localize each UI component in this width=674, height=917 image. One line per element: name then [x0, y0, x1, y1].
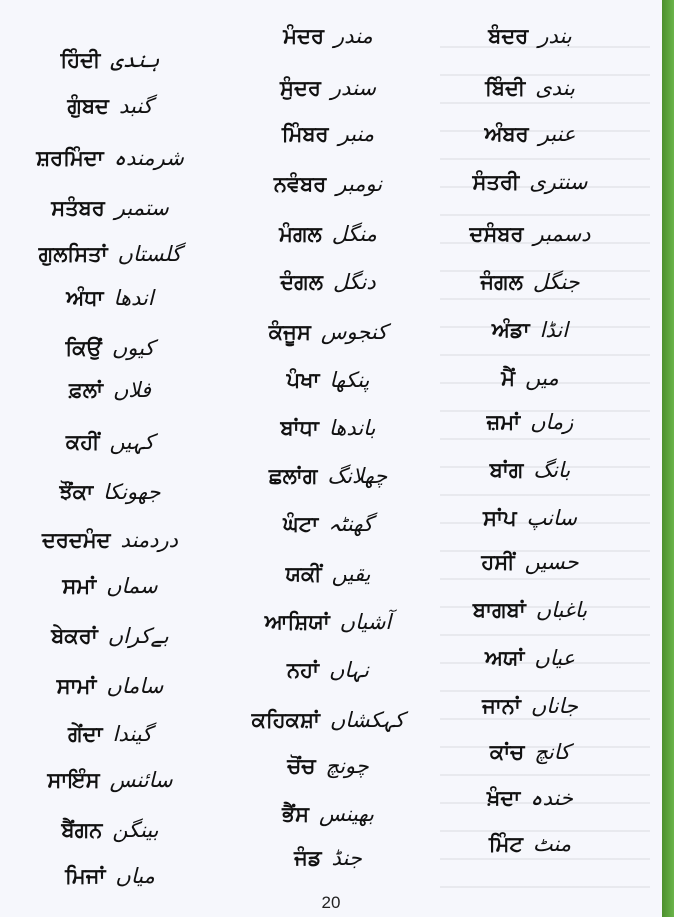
word-pair — [10, 762, 210, 798]
word-pair — [10, 236, 210, 272]
word-pair — [10, 330, 210, 366]
punjabi-word: ਕੰਜੂਸ — [268, 319, 311, 344]
word-pair — [10, 858, 210, 894]
urdu-word: مندر — [334, 24, 373, 48]
word-pair — [228, 116, 428, 152]
urdu-word: سانپ — [526, 506, 577, 530]
urdu-word: گھنٹہ — [328, 512, 373, 536]
urdu-word: جنڈ — [331, 846, 362, 870]
urdu-word: حسیں — [524, 550, 579, 574]
word-pair — [228, 556, 428, 592]
word-pair — [228, 314, 428, 350]
word-pair — [228, 18, 428, 54]
punjabi-word: ਯਕੀਂ — [285, 561, 322, 586]
urdu-word: کہیں — [109, 430, 155, 454]
word-pair — [430, 404, 630, 440]
urdu-word: عیاں — [534, 646, 576, 670]
punjabi-word: ਝੌਂਕਾ — [59, 479, 94, 504]
word-pair — [228, 362, 428, 398]
urdu-word: باندھا — [328, 416, 376, 440]
word-pair — [10, 568, 210, 604]
urdu-word: سائنس — [109, 768, 173, 792]
word-pair — [228, 216, 428, 252]
urdu-word: بینگن — [112, 818, 159, 842]
word-pair — [10, 618, 210, 654]
word-pair — [10, 190, 210, 226]
urdu-word: جھونکا — [103, 480, 161, 504]
word-pair — [430, 164, 630, 200]
punjabi-word: ਖ਼ੰਦਾ — [487, 785, 521, 810]
word-pair — [430, 734, 630, 770]
urdu-word: کہکشاں — [329, 708, 405, 732]
punjabi-word: ਮੰਦਰ — [283, 23, 324, 48]
punjabi-word: ਸ਼ਰਮਿੰਦਾ — [36, 145, 104, 170]
punjabi-word: ਕਹਿਕਸ਼ਾਂ — [251, 707, 320, 732]
word-pair — [228, 458, 428, 494]
urdu-word: آشیاں — [339, 610, 392, 634]
urdu-word: فلاں — [112, 378, 151, 402]
urdu-word: سماں — [106, 574, 158, 598]
word-pair — [228, 652, 428, 688]
urdu-word: جنگل — [532, 270, 580, 294]
word-pair — [10, 812, 210, 848]
punjabi-word: ਘੰਟਾ — [283, 511, 319, 536]
urdu-word: باغباں — [535, 598, 588, 622]
punjabi-word: ਦੰਗਲ — [280, 269, 323, 294]
punjabi-word: ਜੰਗਲ — [480, 269, 523, 294]
word-pair — [430, 452, 630, 488]
punjabi-word: ਚੋਂਚ — [287, 753, 316, 778]
urdu-word: گیندا — [112, 722, 153, 746]
urdu-word: زماں — [530, 410, 574, 434]
word-pair — [10, 474, 210, 510]
punjabi-word: ਬਾਗਬਾਂ — [472, 597, 526, 622]
punjabi-word: ਸੰਤਰੀ — [472, 169, 520, 194]
punjabi-word: ਸਾਇੰਸ — [47, 767, 100, 792]
word-pair — [10, 88, 210, 124]
urdu-word: بھینس — [318, 802, 374, 826]
urdu-word: بانگ — [533, 458, 571, 482]
punjabi-word: ਹਿੰਦੀ — [60, 47, 101, 72]
punjabi-word: ਕਹੀਂ — [65, 429, 100, 454]
punjabi-word: ਗੇਂਦਾ — [67, 721, 103, 746]
punjabi-word: ਸਾਮਾਂ — [56, 673, 97, 698]
punjabi-word: ਅੰਬਰ — [484, 121, 529, 146]
word-pair — [10, 140, 210, 176]
punjabi-word: ਮਿੰਟ — [488, 831, 523, 856]
punjabi-word: ਜ਼ਮਾਂ — [486, 409, 521, 434]
urdu-word: خندہ — [530, 786, 573, 810]
urdu-word: کنجوس — [320, 320, 388, 344]
punjabi-word: ਆਸ਼ਿਯਾਂ — [264, 609, 330, 634]
urdu-word: ہندی — [110, 48, 160, 72]
punjabi-word: ਬਿੰਦੀ — [485, 75, 526, 100]
punjabi-word: ਸੁੰਦਰ — [279, 75, 321, 100]
urdu-word: دنگل — [333, 270, 376, 294]
background-surface — [662, 0, 674, 917]
punjabi-word: ਫ਼ਲਾਂ — [69, 377, 103, 402]
word-pair — [228, 604, 428, 640]
word-pair — [10, 716, 210, 752]
punjabi-word: ਛਲਾਂਗ — [268, 463, 318, 488]
urdu-word: میں — [525, 366, 559, 390]
punjabi-word: ਨਵੰਬਰ — [273, 171, 327, 196]
punjabi-word: ਨਹਾਂ — [287, 657, 319, 682]
urdu-word: بےکراں — [107, 624, 169, 648]
word-pair — [430, 500, 630, 536]
punjabi-word: ਭੈਂਸ — [282, 801, 309, 826]
urdu-word: انڈا — [539, 318, 569, 342]
punjabi-word: ਕਾਂਚ — [489, 739, 525, 764]
word-pair — [430, 264, 630, 300]
word-pair — [228, 410, 428, 446]
urdu-word: بندر — [538, 24, 572, 48]
punjabi-word: ਜਾਨਾਂ — [482, 693, 521, 718]
urdu-word: دردمند — [120, 528, 178, 552]
urdu-word: گنبد — [118, 94, 153, 118]
word-pair — [228, 264, 428, 300]
punjabi-word: ਬਾਂਗ — [489, 457, 524, 482]
urdu-word: میاں — [115, 864, 155, 888]
word-pair — [10, 42, 210, 78]
punjabi-word: ਮੰਗਲ — [279, 221, 322, 246]
urdu-word: منٹ — [532, 832, 572, 856]
word-pair — [10, 372, 210, 408]
page-number: 20 — [321, 893, 341, 912]
urdu-word: ستمبر — [114, 196, 169, 220]
urdu-word: چھلانگ — [327, 464, 388, 488]
word-pair — [10, 424, 210, 460]
word-pair — [10, 668, 210, 704]
punjabi-word: ਗੁੰਬਦ — [67, 93, 109, 118]
punjabi-word: ਬੰਦਰ — [488, 23, 529, 48]
word-pair — [228, 748, 428, 784]
punjabi-word: ਮੈਂ — [501, 365, 516, 390]
word-pair — [430, 312, 630, 348]
punjabi-word: ਪੰਖਾ — [286, 367, 320, 392]
urdu-word: پنکھا — [329, 368, 370, 392]
word-pair — [430, 688, 630, 724]
word-pair — [228, 506, 428, 542]
urdu-word: شرمندہ — [113, 146, 184, 170]
word-pair — [228, 70, 428, 106]
urdu-word: نومبر — [336, 172, 383, 196]
word-pair — [10, 522, 210, 558]
word-pair — [430, 216, 630, 252]
punjabi-word: ਅੰਡਾ — [491, 317, 530, 342]
punjabi-word: ਮਿੰਬਰ — [281, 121, 329, 146]
urdu-word: ساماں — [106, 674, 164, 698]
punjabi-word: ਹਸੀਂ — [481, 549, 515, 574]
punjabi-word: ਅੰਧਾ — [66, 285, 104, 310]
word-pair — [430, 780, 630, 816]
punjabi-word: ਦਰਦਮੰਦ — [42, 527, 111, 552]
urdu-word: گلستاں — [117, 242, 182, 266]
urdu-word: دسمبر — [533, 222, 591, 246]
punjabi-word: ਅਯਾਂ — [484, 645, 525, 670]
urdu-word: کانچ — [534, 740, 571, 764]
word-pair — [430, 826, 630, 862]
urdu-word: سنتری — [529, 170, 588, 194]
word-pair — [430, 360, 630, 396]
urdu-word: چونچ — [325, 754, 369, 778]
punjabi-word: ਦਸੰਬਰ — [469, 221, 524, 246]
punjabi-word: ਸਾਂਪ — [483, 505, 517, 530]
urdu-word: منگل — [331, 222, 377, 246]
punjabi-word: ਕਿਉਂ — [65, 335, 102, 360]
urdu-word: سندر — [330, 76, 377, 100]
punjabi-word: ਬੇਕਰਾਂ — [51, 623, 98, 648]
urdu-word: نہاں — [328, 658, 369, 682]
punjabi-word: ਜੰਡ — [294, 845, 322, 870]
word-pair — [430, 592, 630, 628]
word-pair — [10, 280, 210, 316]
word-pair — [228, 840, 428, 876]
punjabi-word: ਗੁਲਸਿਤਾਂ — [38, 241, 108, 266]
word-pair — [430, 116, 630, 152]
word-pair — [228, 166, 428, 202]
word-pair — [430, 18, 630, 54]
urdu-word: کیوں — [111, 336, 155, 360]
punjabi-word: ਬਾਂਧਾ — [280, 415, 319, 440]
punjabi-word: ਸਤੰਬਰ — [51, 195, 105, 220]
word-pair — [430, 70, 630, 106]
urdu-word: جاناں — [530, 694, 578, 718]
word-pair — [228, 702, 428, 738]
punjabi-word: ਸਮਾਂ — [62, 573, 97, 598]
urdu-word: منبر — [338, 122, 375, 146]
urdu-word: یقیں — [331, 562, 371, 586]
punjabi-word: ਬੈਂਗਨ — [61, 817, 103, 842]
urdu-word: عنبر — [538, 122, 576, 146]
word-pair — [430, 640, 630, 676]
urdu-word: بندی — [535, 76, 575, 100]
punjabi-word: ਮਿਜਾਂ — [65, 863, 106, 888]
urdu-word: اندھا — [113, 286, 154, 310]
word-pair — [430, 544, 630, 580]
word-pair — [228, 796, 428, 832]
